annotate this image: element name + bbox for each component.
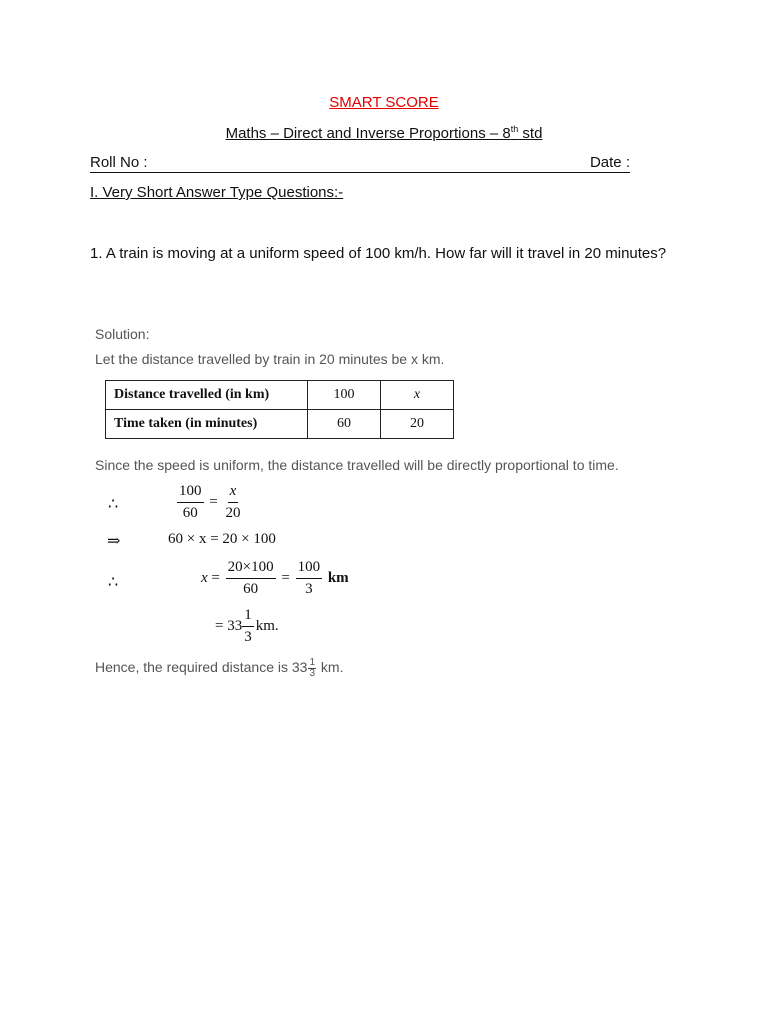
implies-symbol: ⇒ — [107, 533, 121, 550]
numerator: 100 — [296, 557, 323, 579]
unit-km: km — [327, 569, 349, 586]
numerator: 20×100 — [226, 557, 276, 579]
conclusion-text: Hence, the required distance is 33 — [95, 659, 308, 676]
denominator: 3 — [305, 581, 313, 597]
variable-x: x — [201, 569, 208, 586]
equals-sign: = — [209, 493, 218, 510]
denominator: 60 — [182, 505, 198, 521]
numerator: 1 — [242, 605, 254, 627]
subtitle-text: Maths – Direct and Inverse Proportions – 8 — [225, 125, 511, 142]
equals-sign: = — [281, 569, 290, 586]
denominator: 20 — [225, 505, 241, 521]
equals-sign: = — [215, 617, 224, 634]
denominator: 60 — [243, 581, 259, 597]
unit-km: km. — [317, 659, 344, 676]
roll-no-label: Roll No : — [90, 154, 148, 171]
denominator: 3 — [244, 629, 252, 645]
table-cell: 60 — [308, 410, 381, 439]
section-heading: I. Very Short Answer Type Questions:- — [90, 184, 344, 201]
solution-conclusion — [95, 658, 343, 679]
table-cell: x — [381, 381, 454, 410]
numerator: 100 — [177, 481, 204, 503]
denominator: 3 — [309, 668, 316, 679]
numerator: 1 — [309, 657, 316, 668]
fraction — [223, 481, 242, 524]
therefore-symbol: ∴ — [108, 496, 119, 513]
table-cell: 20 — [381, 410, 454, 439]
worksheet-subtitle — [0, 124, 768, 142]
numerator: x — [228, 481, 239, 503]
fraction — [242, 605, 254, 648]
table-cell: Distance travelled (in km) — [106, 381, 308, 410]
solution-reason: Since the speed is uniform, the distance travelled will be directly proportional to time. — [95, 457, 619, 473]
proportion-table — [105, 380, 454, 439]
question-1: 1. A train is moving at a uniform speed of 100 km/h. How far will it travel in 20 minutes? — [90, 245, 667, 262]
worksheet-title: SMART SCORE — [329, 94, 439, 111]
step-4-equation — [215, 605, 279, 648]
table-cell: Time taken (in minutes) — [106, 410, 308, 439]
table-row — [106, 381, 454, 410]
table-row — [106, 410, 454, 439]
step-1-equation — [175, 481, 244, 524]
equals-sign: = — [211, 569, 220, 586]
solution-intro: Let the distance travelled by train in 20 minutes be x km. — [95, 351, 445, 367]
subtitle-end: std — [518, 125, 543, 142]
fraction — [296, 557, 323, 600]
solution-heading: Solution: — [95, 326, 150, 342]
fraction — [226, 557, 276, 600]
table-cell: 100 — [308, 381, 381, 410]
step-3-equation — [201, 557, 349, 600]
date-label: Date : — [589, 154, 630, 171]
fraction — [177, 481, 204, 524]
whole-number: 33 — [227, 617, 243, 634]
step-2-equation: 60 × x = 20 × 100 — [168, 531, 276, 547]
fraction — [308, 658, 316, 679]
roll-date-line — [90, 154, 630, 173]
unit-km: km. — [255, 617, 279, 634]
subtitle-superscript: th — [510, 124, 519, 134]
therefore-symbol: ∴ — [108, 574, 119, 591]
